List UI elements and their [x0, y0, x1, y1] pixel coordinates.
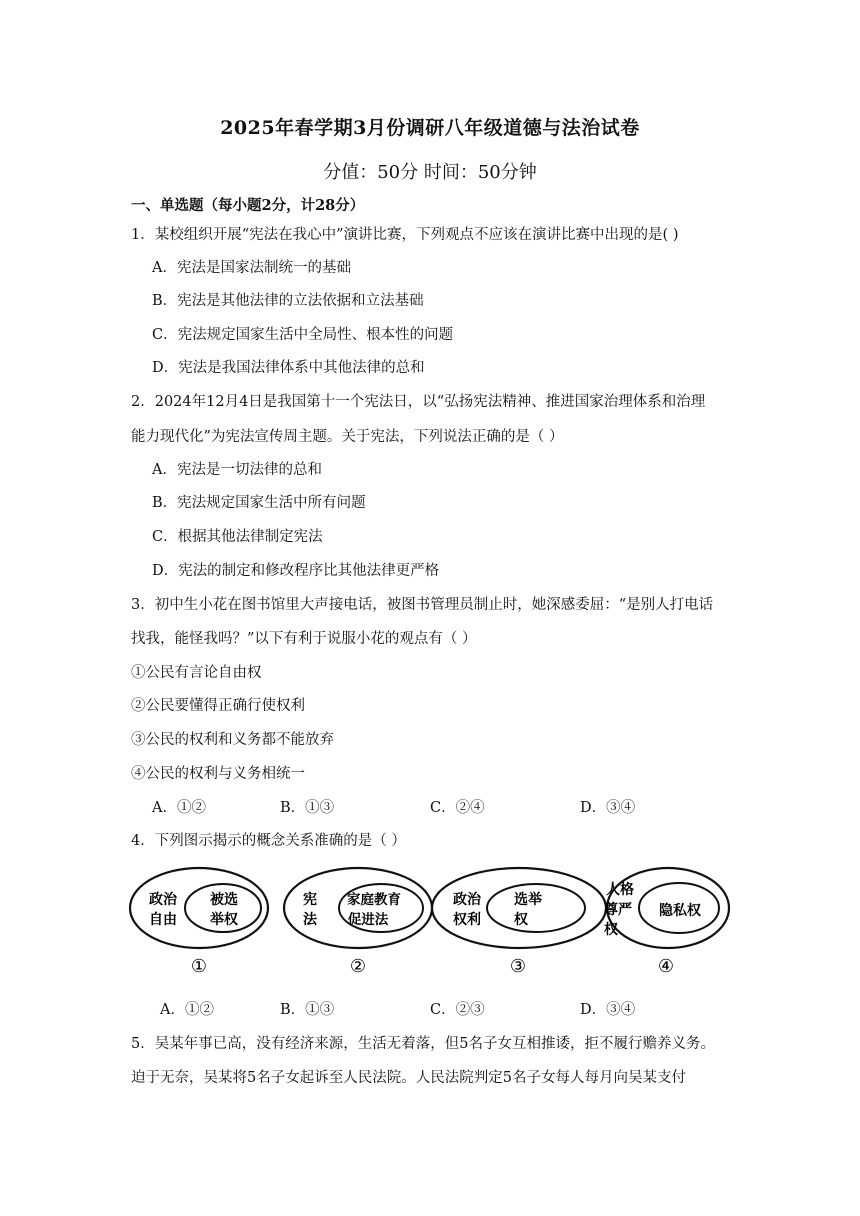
d3-inner-label-2: 权 [514, 912, 528, 928]
d3-outer-label-2: 权利 [453, 912, 481, 928]
section-heading: 一、单选题（每小题2分，计28分） [131, 197, 365, 214]
d4-outer-label-1: 人格 [606, 882, 634, 898]
q4-choice-b: B．①③ [280, 1002, 335, 1018]
q2-option-d: D．宪法的制定和修改程序比其他法律更严格 [152, 563, 440, 579]
diagram-3 [432, 868, 606, 977]
d4-number: ④ [657, 956, 675, 977]
q3-item-3: ③公民的权利和义务都不能放弃 [131, 732, 334, 748]
q1-option-c: C．宪法规定国家生活中全局性、根本性的问题 [152, 327, 454, 343]
diagram-2 [284, 868, 432, 977]
d3-inner-label-1: 选举 [514, 892, 542, 908]
question-5-stem-line2: 迫于无奈，吴某将5名子女起诉至人民法院。人民法院判定5名子女每人每月向吴某支付 [131, 1070, 686, 1086]
d2-inner-label-2: 促进法 [347, 912, 389, 928]
question-2-stem-line2: 能力现代化”为宪法宣传周主题。关于宪法，下列说法正确的是（ ） [131, 429, 564, 445]
q3-item-4: ④公民的权利与义务相统一 [131, 766, 305, 782]
q1-option-a: A．宪法是国家法制统一的基础 [152, 260, 351, 276]
d2-outer-label-2: 法 [303, 912, 317, 928]
q2-option-a: A．宪法是一切法律的总和 [152, 462, 322, 478]
d1-inner-label-1: 被选 [210, 892, 238, 908]
q4-choice-a: A．①② [160, 1002, 214, 1018]
q1-option-d: D．宪法是我国法律体系中其他法律的总和 [152, 360, 425, 376]
q4-choice-c: C．②③ [430, 1002, 485, 1018]
q3-choice-b: B．①③ [280, 800, 335, 816]
d4-outer-label-2: 尊严 [604, 902, 632, 918]
d1-outer-label-2: 自由 [149, 912, 177, 928]
d1-number: ① [190, 956, 208, 977]
concept-diagrams [125, 862, 737, 980]
q3-choice-d: D．③④ [580, 800, 636, 816]
q4-choice-d: D．③④ [580, 1002, 636, 1018]
d2-outer-label-1: 宪 [303, 892, 317, 908]
q3-item-2: ②公民要懂得正确行使权利 [131, 698, 305, 714]
exam-subtitle: 分值：50分 时间：50分钟 [323, 162, 537, 183]
q2-option-b: B．宪法规定国家生活中所有问题 [152, 495, 366, 511]
outer-ellipse [130, 868, 268, 948]
question-5-stem-line1: 5．吴某年事已高，没有经济来源，生活无着落，但5名子女互相推诿，拒不履行赡养义务。 [131, 1036, 715, 1052]
q3-item-1: ①公民有言论自由权 [131, 665, 262, 681]
question-4-stem: 4．下列图示揭示的概念关系准确的是（ ） [131, 833, 406, 849]
q2-option-c: C．根据其他法律制定宪法 [152, 529, 323, 545]
d4-outer-label-3: 权 [604, 922, 618, 938]
d3-number: ③ [509, 956, 527, 977]
q3-choice-a: A．①② [152, 800, 206, 816]
d1-outer-label-1: 政治 [149, 892, 177, 908]
question-3-stem-line2: 找我，能怪我吗？”以下有利于说服小花的观点有（ ） [131, 631, 477, 647]
question-2-stem-line1: 2．2024年12月4日是我国第十一个宪法日，以“弘扬宪法精神、推进国家治理体系和治理 [131, 394, 706, 410]
q3-choice-c: C．②④ [430, 800, 485, 816]
outer-ellipse [284, 868, 432, 948]
diagram-4 [604, 868, 729, 977]
d1-inner-label-2: 举权 [210, 912, 238, 928]
outer-ellipse [432, 868, 606, 948]
d2-number: ② [349, 956, 367, 977]
q1-option-b: B．宪法是其他法律的立法依据和立法基础 [152, 293, 424, 309]
question-1-stem: 1．某校组织开展“宪法在我心中”演讲比赛，下列观点不应该在演讲比赛中出现的是( ) [131, 227, 679, 243]
exam-title: 2025年春学期3月份调研八年级道德与法治试卷 [220, 117, 640, 139]
d4-inner-label: 隐私权 [659, 903, 701, 919]
d2-inner-label-1: 家庭教育 [347, 892, 401, 908]
d3-outer-label-1: 政治 [453, 892, 481, 908]
diagram-1 [130, 868, 268, 977]
question-3-stem-line1: 3．初中生小花在图书馆里大声接电话，被图书管理员制止时，她深感委屈：“是别人打电话 [131, 597, 714, 613]
